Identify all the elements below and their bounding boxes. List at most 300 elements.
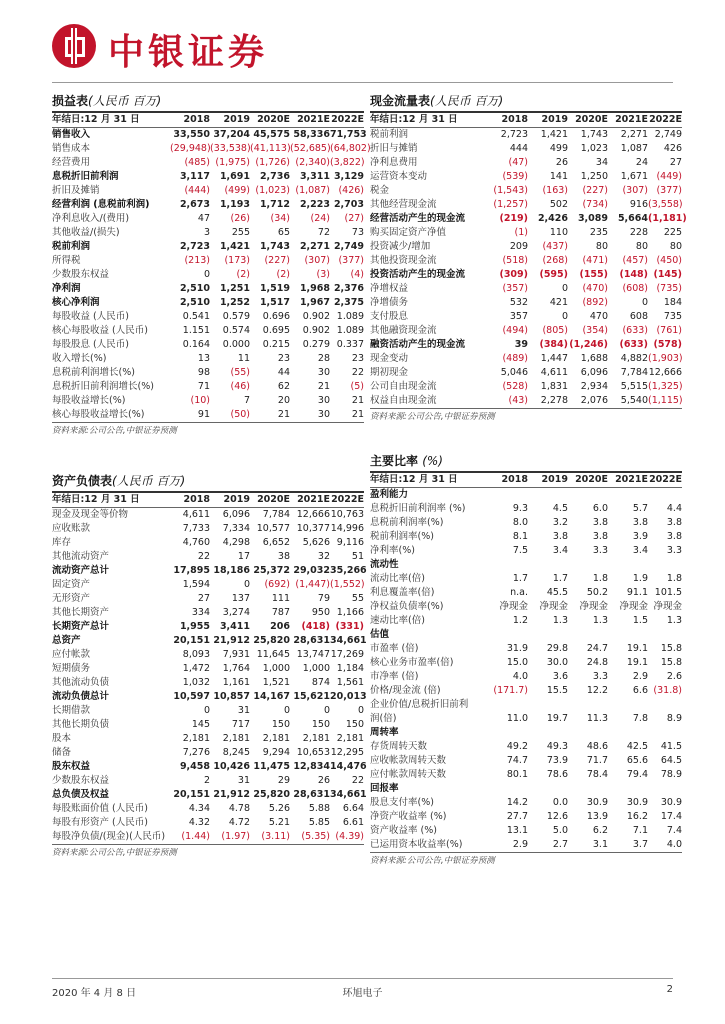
row-value: 10,857 bbox=[213, 691, 250, 702]
row-value: 10,763 bbox=[330, 509, 364, 520]
row-value: (489) bbox=[502, 353, 528, 364]
table-row bbox=[52, 620, 364, 634]
row-value: 532 bbox=[509, 297, 528, 308]
row-value bbox=[528, 628, 568, 642]
row-value: (148) bbox=[619, 269, 648, 280]
row-value: 4,882 bbox=[620, 353, 648, 364]
row-value: 717 bbox=[231, 719, 250, 730]
row-value: (10) bbox=[190, 395, 210, 406]
row-value: 357 bbox=[509, 311, 528, 322]
row-value: 27 bbox=[197, 593, 210, 604]
table-row bbox=[52, 394, 364, 408]
header-year: 2019 bbox=[210, 493, 250, 508]
row-value: 27.7 bbox=[506, 811, 528, 822]
row-value: 7,276 bbox=[182, 747, 210, 758]
row-value: 6,096 bbox=[222, 509, 250, 520]
table-row bbox=[52, 802, 364, 816]
row-value: 8,093 bbox=[182, 649, 210, 660]
row-value bbox=[528, 726, 568, 740]
row-label: 净权益负债率(%) bbox=[370, 601, 444, 612]
row-label: 回报率 bbox=[370, 783, 399, 794]
table-row bbox=[52, 704, 364, 718]
row-value: 30.9 bbox=[586, 797, 608, 808]
row-value: 65 bbox=[277, 227, 290, 238]
row-value: (309) bbox=[499, 269, 528, 280]
row-label: 支付股息 bbox=[370, 311, 409, 322]
row-value: 3,129 bbox=[333, 171, 364, 182]
row-value: 1,032 bbox=[182, 677, 210, 688]
row-value: 2,223 bbox=[299, 199, 330, 210]
row-value: 11,475 bbox=[253, 761, 290, 772]
header-year: 2019 bbox=[528, 473, 568, 488]
row-value: (1,181) bbox=[648, 213, 687, 224]
row-value: 0 bbox=[243, 579, 250, 590]
row-value bbox=[528, 698, 568, 712]
row-value bbox=[608, 782, 648, 796]
table-row bbox=[52, 676, 364, 690]
table-row bbox=[370, 712, 682, 726]
row-value: 80 bbox=[635, 241, 648, 252]
row-label: 应付帐款 bbox=[52, 649, 91, 660]
row-value: 0.574 bbox=[222, 325, 250, 336]
row-value: 42.5 bbox=[626, 741, 648, 752]
row-value: 4.0 bbox=[666, 839, 682, 850]
row-value: 470 bbox=[589, 311, 608, 322]
row-value: 916 bbox=[629, 199, 648, 210]
row-value: 2,076 bbox=[580, 395, 608, 406]
row-value: 12,295 bbox=[330, 747, 364, 758]
header-year: 2022E bbox=[330, 493, 364, 508]
row-label: 流动资产总计 bbox=[52, 565, 110, 576]
income-table bbox=[52, 113, 371, 422]
row-value: 71 bbox=[197, 381, 210, 392]
row-value: (155) bbox=[579, 269, 608, 280]
row-label: 所得税 bbox=[52, 255, 81, 266]
row-label: 股本 bbox=[52, 733, 72, 744]
row-label: 润(倍) bbox=[370, 713, 397, 724]
row-label: 长期资产总计 bbox=[52, 621, 110, 632]
row-value: 2,723 bbox=[179, 241, 210, 252]
row-value: 10,577 bbox=[256, 523, 290, 534]
row-value: 21 bbox=[277, 409, 290, 420]
row-value bbox=[488, 628, 528, 642]
row-value: (735) bbox=[656, 283, 682, 294]
row-value: 1.089 bbox=[336, 325, 364, 336]
row-value: 608 bbox=[629, 311, 648, 322]
row-value: 735 bbox=[663, 311, 682, 322]
table-row bbox=[370, 184, 682, 198]
header-label: 年结日:12 月 31 日 bbox=[370, 473, 488, 488]
row-value: 1.7 bbox=[512, 573, 528, 584]
header-year: 2020E bbox=[568, 473, 608, 488]
row-value: 5.26 bbox=[268, 803, 290, 814]
row-value: 2,736 bbox=[259, 171, 290, 182]
table-row bbox=[370, 142, 682, 156]
row-value: 3,089 bbox=[577, 213, 608, 224]
row-value: 44 bbox=[277, 367, 290, 378]
row-value: 3,311 bbox=[299, 171, 330, 182]
row-value: 19.7 bbox=[546, 713, 568, 724]
row-value: (578) bbox=[653, 339, 682, 350]
bank-logo-icon bbox=[52, 24, 96, 68]
cashflow-table bbox=[370, 113, 687, 408]
row-value: 5.0 bbox=[552, 825, 568, 836]
table-row bbox=[52, 198, 364, 212]
table-row bbox=[370, 726, 682, 740]
table-row bbox=[52, 212, 364, 226]
row-value: (2) bbox=[236, 269, 250, 280]
table-row bbox=[370, 530, 682, 544]
row-value: 7.8 bbox=[632, 713, 648, 724]
row-value: 62 bbox=[277, 381, 290, 392]
row-value: (595) bbox=[539, 269, 568, 280]
table-row bbox=[370, 394, 682, 408]
row-label: 息税前利润率(%) bbox=[370, 517, 444, 528]
row-value: 2,749 bbox=[654, 129, 682, 140]
row-value: 12,666 bbox=[648, 367, 682, 378]
row-value: 1.7 bbox=[552, 573, 568, 584]
row-value: (633) bbox=[622, 325, 648, 336]
row-value: 1,252 bbox=[219, 297, 250, 308]
row-value: 3,117 bbox=[179, 171, 210, 182]
row-value: 1.3 bbox=[666, 615, 682, 626]
row-value bbox=[608, 558, 648, 572]
row-value: 228 bbox=[629, 227, 648, 238]
row-value: (1,552) bbox=[330, 579, 365, 590]
row-value: (52,685) bbox=[290, 143, 331, 154]
row-label: 净资产收益率 (%) bbox=[370, 811, 447, 822]
row-value: 1.2 bbox=[512, 615, 528, 626]
row-value: 净现金 bbox=[539, 601, 568, 612]
header-year: 2020E bbox=[568, 113, 608, 128]
row-value: 4,611 bbox=[540, 367, 568, 378]
table-row bbox=[52, 170, 364, 184]
row-value: 3.4 bbox=[632, 545, 648, 556]
brand-name: 中银证券 bbox=[108, 31, 269, 73]
row-value: (268) bbox=[542, 255, 568, 266]
row-value: 9,458 bbox=[179, 761, 210, 772]
row-value: 2.9 bbox=[512, 839, 528, 850]
row-label: 购买固定资产净值 bbox=[370, 227, 447, 238]
table-row bbox=[370, 810, 682, 824]
table-row bbox=[370, 558, 682, 572]
row-label: 税前利润率(%) bbox=[370, 531, 434, 542]
row-value: 1,421 bbox=[540, 129, 568, 140]
table-row bbox=[52, 338, 364, 352]
table-row bbox=[370, 502, 682, 516]
row-value: (692) bbox=[264, 579, 290, 590]
row-value: 79 bbox=[317, 593, 330, 604]
row-value: 2,723 bbox=[500, 129, 528, 140]
row-label: 期初现金 bbox=[370, 367, 409, 378]
table-row bbox=[370, 544, 682, 558]
table-row bbox=[52, 788, 364, 802]
row-value bbox=[648, 698, 682, 712]
row-value: 950 bbox=[311, 607, 330, 618]
row-value: (64,802) bbox=[330, 143, 371, 154]
row-value bbox=[608, 698, 648, 712]
row-value: 28,631 bbox=[293, 635, 330, 646]
row-value: (5.35) bbox=[301, 831, 330, 842]
row-label: 流动性 bbox=[370, 559, 399, 570]
row-label: 净利息收入/(费用) bbox=[52, 213, 130, 224]
row-value: 34,661 bbox=[330, 789, 367, 800]
row-value: 5,515 bbox=[620, 381, 648, 392]
row-value bbox=[568, 698, 608, 712]
row-value: 20,151 bbox=[173, 635, 210, 646]
row-value: 0 bbox=[323, 705, 330, 716]
row-label: 其他长期资产 bbox=[52, 607, 110, 618]
row-value: 0.902 bbox=[302, 325, 330, 336]
row-value: 11 bbox=[237, 353, 250, 364]
row-label: 经营利润 (息税前利润) bbox=[52, 199, 150, 210]
row-value: 4.4 bbox=[666, 503, 682, 514]
header-year: 2018 bbox=[488, 473, 528, 488]
row-label: 净利率(%) bbox=[370, 545, 415, 556]
row-value: (608) bbox=[622, 283, 648, 294]
row-value: 4.78 bbox=[228, 803, 250, 814]
row-value: 235 bbox=[589, 227, 608, 238]
row-value: (892) bbox=[582, 297, 608, 308]
row-value: 48.6 bbox=[586, 741, 608, 752]
row-value: 26 bbox=[317, 775, 330, 786]
row-label: 短期债务 bbox=[52, 663, 91, 674]
row-value: 1,561 bbox=[336, 677, 364, 688]
row-value: 17,895 bbox=[173, 565, 210, 576]
row-label: 其他长期负债 bbox=[52, 719, 110, 730]
row-value: 8.0 bbox=[512, 517, 528, 528]
row-value: 净现金 bbox=[653, 601, 682, 612]
table-row bbox=[370, 656, 682, 670]
row-value: 8.1 bbox=[512, 531, 528, 542]
header-divider bbox=[52, 82, 673, 83]
row-label: 其他投资现金流 bbox=[370, 255, 437, 266]
row-value: 2.6 bbox=[666, 671, 682, 682]
row-value: 2,375 bbox=[333, 297, 364, 308]
row-value: 3.8 bbox=[666, 517, 682, 528]
row-value: (1,975) bbox=[215, 157, 250, 168]
row-label: 周转率 bbox=[370, 727, 399, 738]
table-row bbox=[370, 628, 682, 642]
row-value: 27 bbox=[669, 157, 682, 168]
row-label: 融资活动产生的现金流 bbox=[370, 339, 466, 350]
row-value: (1,447) bbox=[295, 579, 330, 590]
header-label: 年结日:12 月 31 日 bbox=[52, 113, 170, 128]
row-value: 55 bbox=[351, 593, 364, 604]
row-value: (1,115) bbox=[648, 395, 683, 406]
row-value bbox=[648, 782, 682, 796]
row-value: 17.4 bbox=[660, 811, 682, 822]
row-value: 80 bbox=[669, 241, 682, 252]
row-value: 1,023 bbox=[580, 143, 608, 154]
row-value: 74.7 bbox=[506, 755, 528, 766]
row-label: 利息覆盖率(倍) bbox=[370, 587, 435, 598]
row-value: 29.8 bbox=[546, 643, 568, 654]
row-value: 6.64 bbox=[342, 803, 364, 814]
row-label: 股息支付率(%) bbox=[370, 797, 434, 808]
row-value: (1,325) bbox=[648, 381, 683, 392]
row-value: 15.0 bbox=[506, 657, 528, 668]
row-value: 20,013 bbox=[330, 691, 367, 702]
row-value: (450) bbox=[656, 255, 682, 266]
row-value: (418) bbox=[301, 621, 330, 632]
row-value: 14,996 bbox=[330, 523, 364, 534]
row-value: 0.0 bbox=[552, 797, 568, 808]
row-value: 22 bbox=[351, 367, 364, 378]
table-row bbox=[52, 690, 364, 704]
row-label: 每股收益 (人民币) bbox=[52, 311, 129, 322]
footer-company: 环旭电子 bbox=[342, 988, 383, 999]
table-row bbox=[370, 212, 682, 226]
row-value: 3 bbox=[203, 227, 210, 238]
row-value: (426) bbox=[338, 185, 364, 196]
row-value: (539) bbox=[502, 171, 528, 182]
table-header-row bbox=[370, 473, 682, 488]
row-value: 0.696 bbox=[262, 311, 290, 322]
row-value: 426 bbox=[663, 143, 682, 154]
table-row bbox=[370, 380, 682, 394]
income-title: 损益表(人民币 百万) bbox=[52, 92, 364, 113]
ratios-source: 资料来源:公司公告,中银证券预测 bbox=[370, 852, 682, 869]
row-value: 2,376 bbox=[333, 283, 364, 294]
row-value: 7,784 bbox=[620, 367, 648, 378]
row-value: (734) bbox=[582, 199, 608, 210]
row-value: (528) bbox=[502, 381, 528, 392]
row-value: 7.5 bbox=[512, 545, 528, 556]
row-label: 总资产 bbox=[52, 635, 81, 646]
row-value: 18,186 bbox=[213, 565, 250, 576]
row-value: 1,967 bbox=[299, 297, 330, 308]
row-label: 经营活动产生的现金流 bbox=[370, 213, 466, 224]
row-value: 2,278 bbox=[540, 395, 568, 406]
row-value: 78.9 bbox=[660, 769, 682, 780]
row-label: 现金变动 bbox=[370, 353, 409, 364]
row-value: 15.5 bbox=[546, 685, 568, 696]
row-value: 1,691 bbox=[219, 171, 250, 182]
row-value: 334 bbox=[191, 607, 210, 618]
header-year: 2021E bbox=[290, 113, 330, 128]
row-value: 3,274 bbox=[222, 607, 250, 618]
table-row bbox=[370, 782, 682, 796]
table-row bbox=[370, 156, 682, 170]
row-value: 51 bbox=[351, 551, 364, 562]
row-value: 206 bbox=[270, 621, 290, 632]
row-value: 2,271 bbox=[620, 129, 648, 140]
row-value: 209 bbox=[509, 241, 528, 252]
row-value: 3.6 bbox=[552, 671, 568, 682]
row-value: 3.8 bbox=[592, 517, 608, 528]
row-value: 47 bbox=[197, 213, 210, 224]
row-value: (470) bbox=[582, 283, 608, 294]
row-value: 2,749 bbox=[333, 241, 364, 252]
row-label: 其他流动资产 bbox=[52, 551, 110, 562]
row-value: 21,912 bbox=[213, 635, 250, 646]
row-label: 市盈率 (倍) bbox=[370, 643, 419, 654]
row-value: 1.8 bbox=[666, 573, 682, 584]
cashflow-panel bbox=[370, 92, 687, 425]
row-value: 25,820 bbox=[253, 635, 290, 646]
row-value: (173) bbox=[224, 255, 250, 266]
row-value bbox=[568, 782, 608, 796]
row-value: 1,671 bbox=[620, 171, 648, 182]
row-value: 21 bbox=[317, 381, 330, 392]
row-label: 长期借款 bbox=[52, 705, 91, 716]
row-value: (805) bbox=[542, 325, 568, 336]
row-value: 2,426 bbox=[537, 213, 568, 224]
header-year: 2019 bbox=[528, 113, 568, 128]
row-label: 应收帐款周转天数 bbox=[370, 755, 447, 766]
row-label: 价格/现金流 (倍) bbox=[370, 685, 441, 696]
row-value: 11.3 bbox=[586, 713, 608, 724]
row-value: 35,266 bbox=[330, 565, 367, 576]
row-value: 73.9 bbox=[546, 755, 568, 766]
row-label: 折旧及摊销 bbox=[52, 185, 100, 196]
row-value: 20 bbox=[277, 395, 290, 406]
row-value: 1,743 bbox=[259, 241, 290, 252]
row-value: 0 bbox=[561, 283, 568, 294]
row-value: 19.1 bbox=[626, 643, 648, 654]
row-value: 0.000 bbox=[222, 339, 250, 350]
table-row bbox=[52, 816, 364, 830]
row-value: 24 bbox=[635, 157, 648, 168]
table-row bbox=[370, 338, 682, 352]
row-value bbox=[528, 558, 568, 572]
row-value: 23 bbox=[277, 353, 290, 364]
table-row bbox=[370, 268, 682, 282]
row-value: (4.39) bbox=[335, 831, 364, 842]
table-row bbox=[370, 310, 682, 324]
row-value: 145 bbox=[191, 719, 210, 730]
footer-date: 2020 年 4 月 8 日 bbox=[52, 988, 137, 999]
row-value: (444) bbox=[184, 185, 210, 196]
row-value: 4,611 bbox=[182, 509, 210, 520]
table-row bbox=[52, 352, 364, 366]
row-label: 息税折旧前利润率 (%) bbox=[370, 503, 466, 514]
row-value: (27) bbox=[344, 213, 364, 224]
row-value: 15.8 bbox=[660, 643, 682, 654]
header-year: 2019 bbox=[210, 113, 250, 128]
row-value: 50.2 bbox=[586, 587, 608, 598]
row-value: (26) bbox=[230, 213, 250, 224]
row-value: (3,822) bbox=[330, 157, 365, 168]
row-value: 45.5 bbox=[546, 587, 568, 598]
row-value: 6.0 bbox=[592, 503, 608, 514]
row-value bbox=[488, 488, 528, 503]
row-label: 库存 bbox=[52, 537, 72, 548]
table-row bbox=[52, 564, 364, 578]
row-value: 2,271 bbox=[299, 241, 330, 252]
row-value: (5) bbox=[350, 381, 364, 392]
row-value: 1,421 bbox=[219, 241, 250, 252]
table-row bbox=[370, 698, 682, 712]
row-label: 净增权益 bbox=[370, 283, 409, 294]
row-label: 资产收益率 (%) bbox=[370, 825, 437, 836]
row-value: (457) bbox=[622, 255, 648, 266]
row-value: 80 bbox=[595, 241, 608, 252]
row-value: 3.7 bbox=[632, 839, 648, 850]
row-value: 137 bbox=[231, 593, 250, 604]
row-value bbox=[608, 628, 648, 642]
row-value bbox=[568, 628, 608, 642]
row-value: 499 bbox=[549, 143, 568, 154]
row-label: 核心每股收益增长(%) bbox=[52, 409, 145, 420]
balance-table bbox=[52, 493, 367, 844]
row-value: 26 bbox=[555, 157, 568, 168]
row-label: 应付帐款周转天数 bbox=[370, 769, 447, 780]
table-row bbox=[52, 254, 364, 268]
row-value: 1,831 bbox=[540, 381, 568, 392]
row-value: 25,820 bbox=[253, 789, 290, 800]
